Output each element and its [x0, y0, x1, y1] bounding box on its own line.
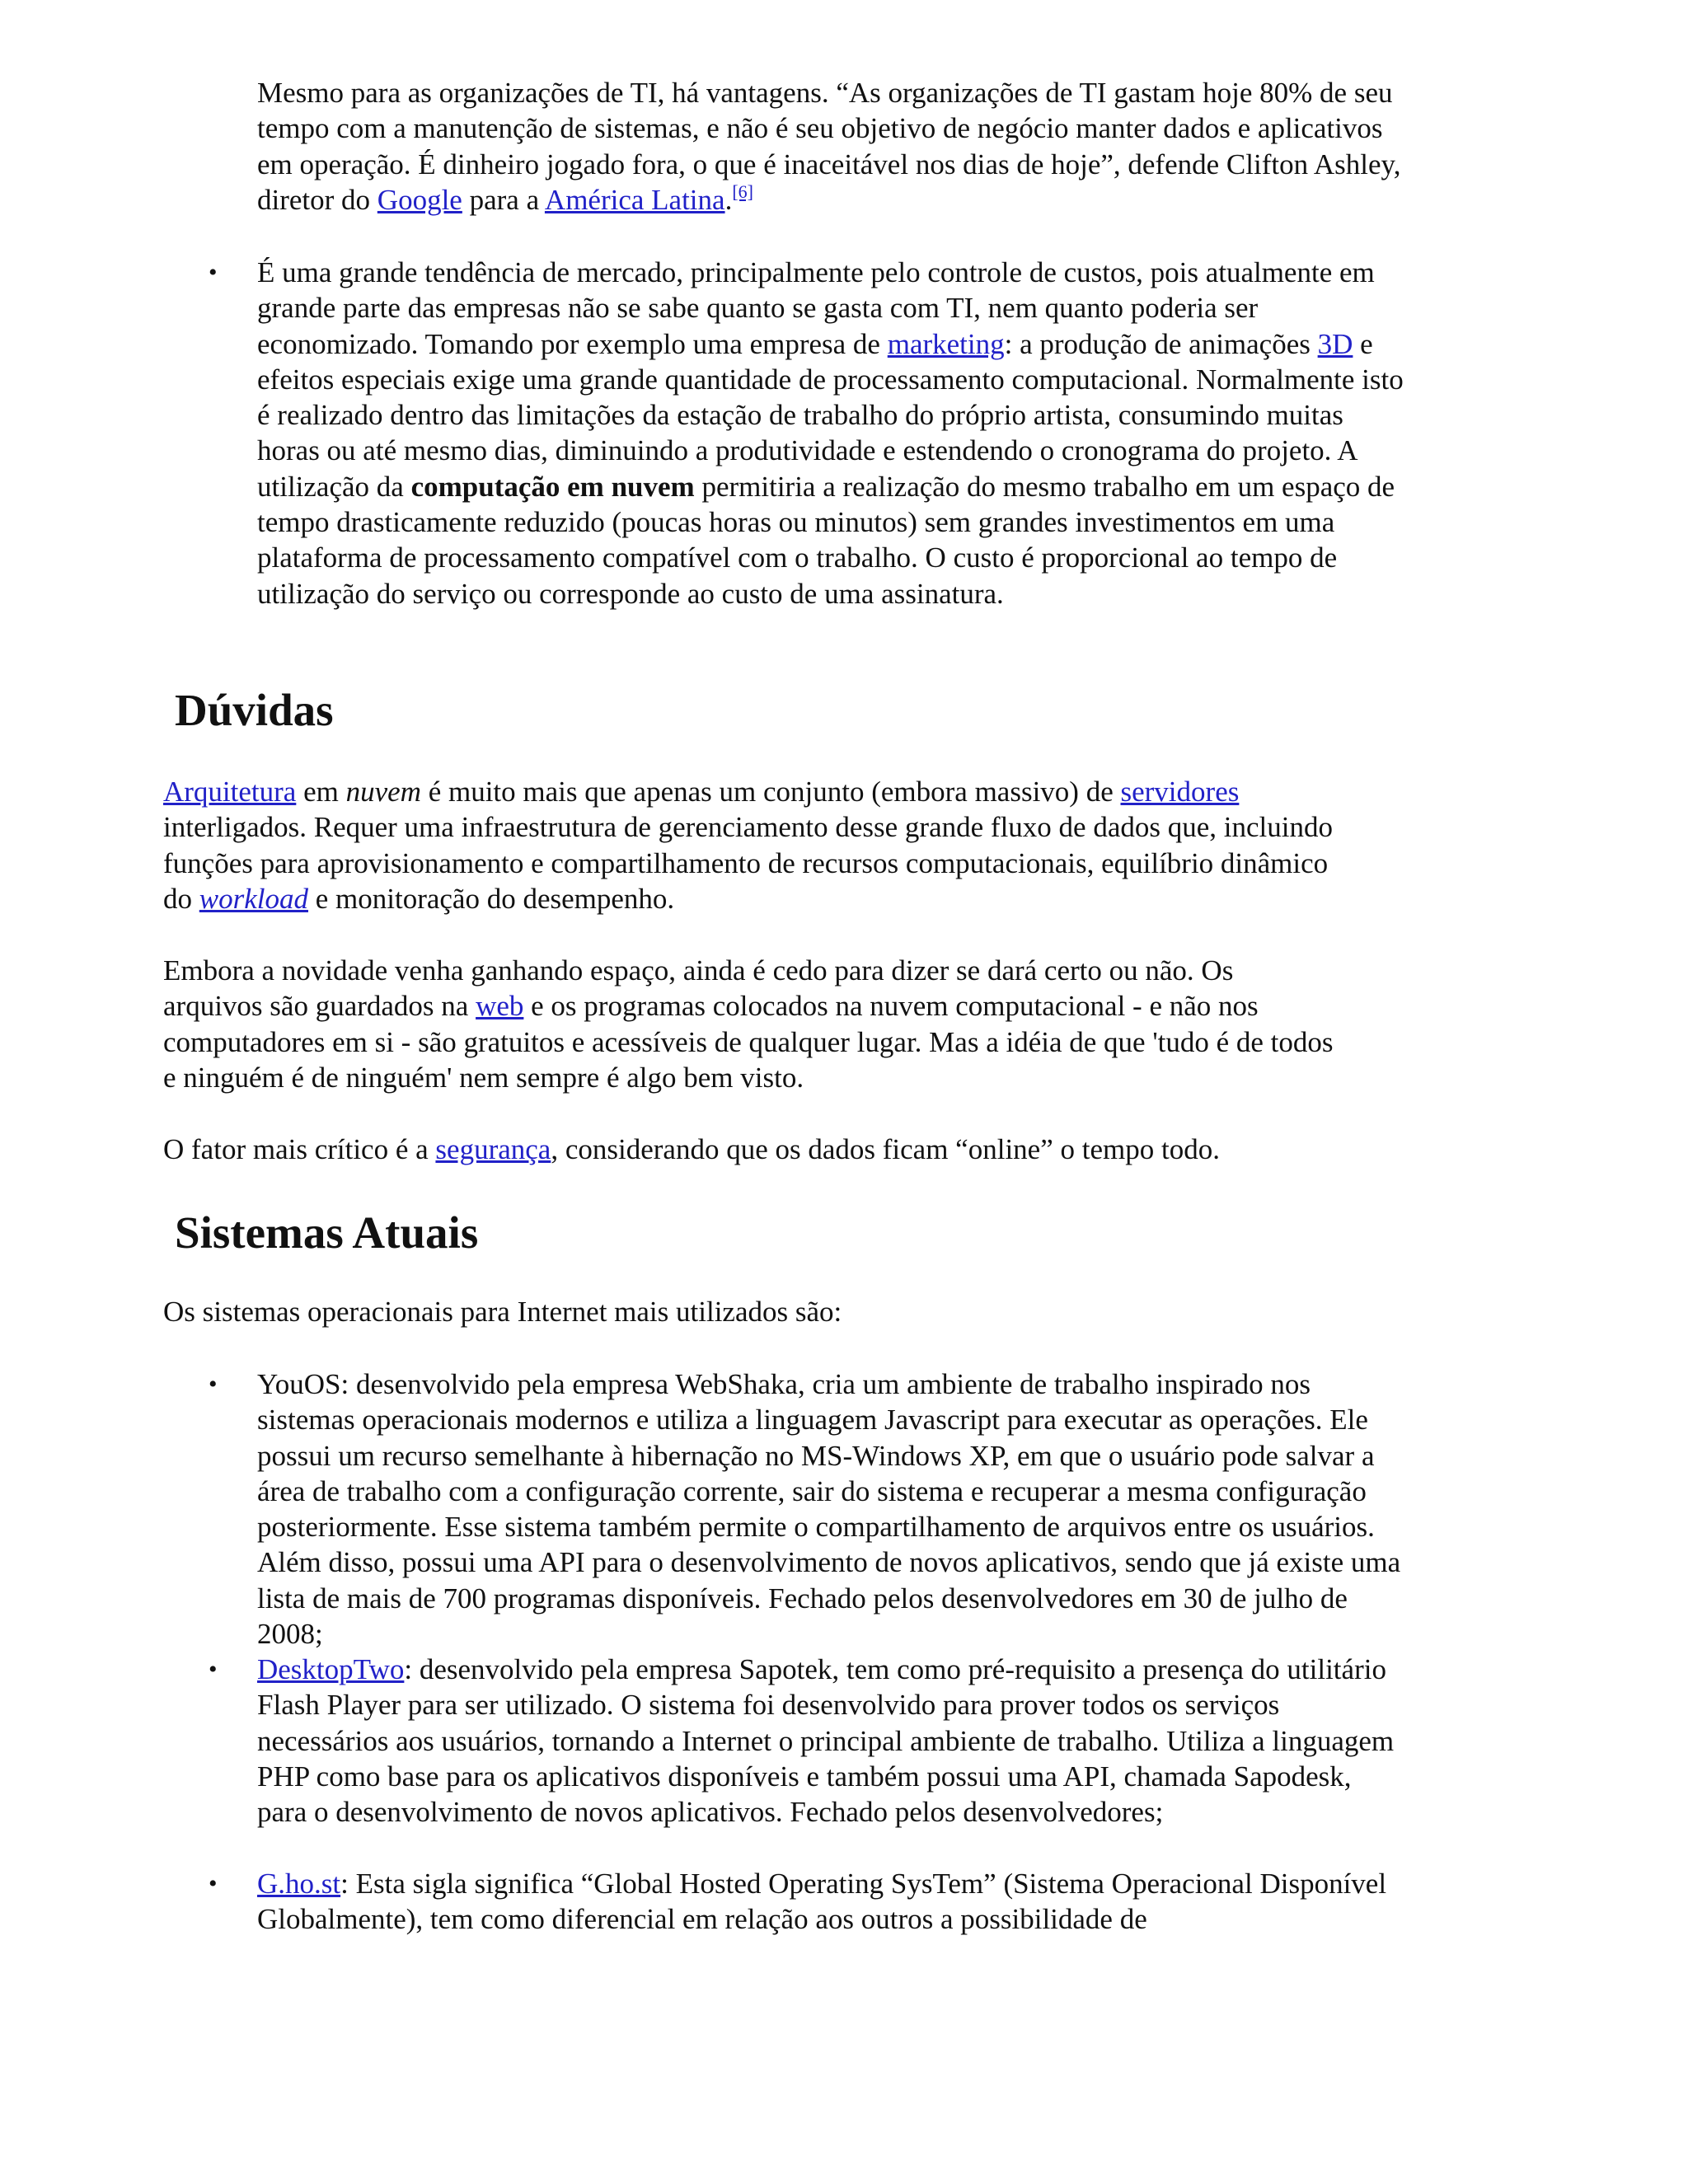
- link-desktoptwo[interactable]: DesktopTwo: [257, 1653, 405, 1685]
- bullet-marker: •: [209, 1870, 218, 1897]
- paragraph-text: e monitoração do desempenho.: [307, 882, 675, 915]
- paragraph-text: e os programas colocados na nuvem computacional - e não nos computadores em si - são gratuitos e acessíveis de qualquer lugar. Mas a idéia de que 'tudo é de todos e ninguém é de ninguém' nem sempre é algo bem visto.: [163, 990, 1334, 1094]
- list-item-youos: YouOS: desenvolvido pela empresa WebShaka, cria um ambiente de trabalho inspirado nos sistemas operacionais modernos e utiliza a linguagem Javascript para executar as operações. Ele possui um recurso semelhante à hibernação no MS-Windows XP, em que o usuário pode salvar a área de trabalho com a configuração corrente, sair do sistema e recuperar a mesma configuração posteriormente. Esse sistema também permite o compartilhamento de arquivos entre os usuários. Além disso, possui uma API para o desenvolvimento de novos aplicativos, sendo que já existe uma lista de mais de 700 programas disponíveis. Fechado pelos desenvolvedores em 30 de julho de 2008;: [257, 1368, 1401, 1651]
- paragraph-text: O fator mais crítico é a: [163, 1133, 436, 1165]
- list-item-desktoptwo: [257, 1652, 1407, 1830]
- link-workload[interactable]: workload: [199, 882, 308, 915]
- paragraph-novidade: [163, 953, 1334, 1095]
- list-item-text: : Esta sigla significa “Global Hosted Operating SysTem” (Sistema Operacional Disponível Globalmente), tem como diferencial em relação aos outros a possibilidade de: [257, 1868, 1387, 1936]
- section-heading-duvidas: Dúvidas: [175, 685, 334, 735]
- bullet-marker: •: [209, 1371, 218, 1398]
- link-web[interactable]: web: [476, 990, 524, 1023]
- paragraph-text: para a: [462, 183, 545, 216]
- bullet-marker: •: [209, 259, 218, 286]
- paragraph-arquitetura: [163, 774, 1334, 916]
- paragraph-text: .: [724, 183, 733, 216]
- link-google[interactable]: Google: [377, 183, 462, 216]
- list-item-text: e efeitos especiais exige uma grande quantidade de processamento computacional. Normalmente isto é realizado dentro das limitações da estação de trabalho do próprio artista, consumindo muitas horas ou até mesmo dias, diminuindo a produtividade e estendendo o cronograma do projeto. A utilização da: [257, 327, 1404, 503]
- link-arquitetura[interactable]: Arquitetura: [163, 776, 297, 808]
- link-servidores[interactable]: servidores: [1120, 776, 1240, 808]
- paragraph-sistemas-intro: Os sistemas operacionais para Internet mais utilizados são:: [163, 1296, 842, 1328]
- bullet-marker: •: [209, 1656, 218, 1683]
- list-item-text: : a produção de animações: [1004, 327, 1318, 360]
- link-ghost[interactable]: G.ho.st: [257, 1868, 341, 1900]
- paragraph-seguranca: [163, 1132, 1334, 1167]
- link-america-latina[interactable]: América Latina: [544, 183, 725, 216]
- bold-term-computacao-em-nuvem: computação em nuvem: [410, 470, 695, 503]
- reference-link-6[interactable]: [6]: [732, 180, 753, 202]
- paragraph-text: Mesmo para as organizações de TI, há vantagens. “As organizações de TI gastam hoje 80% de seu tempo com a manutenção de sistemas, e não é seu objetivo de negócio manter dados e aplicativos em operação. É dinheiro jogado fora, o que é inaceitável nos dias de hoje”, defende Clifton Ashley, diretor do: [257, 77, 1401, 216]
- paragraph-organizacoes-ti: [257, 75, 1407, 218]
- section-heading-sistemas-atuais: Sistemas Atuais: [175, 1207, 479, 1258]
- link-seguranca[interactable]: segurança: [435, 1133, 551, 1165]
- list-item-text: É uma grande tendência de mercado, principalmente pelo controle de custos, pois atualmente em grande parte das empresas não se sabe quanto se gasta com TI, nem quanto poderia ser economizado. Tomando por exemplo uma empresa de: [257, 256, 1375, 360]
- list-item-ghost: [257, 1866, 1407, 1938]
- link-marketing[interactable]: marketing: [887, 327, 1005, 360]
- list-item-text: : desenvolvido pela empresa Sapotek, tem como pré-requisito a presença do utilitário Flash Player para ser utilizado. O sistema foi desenvolvido para prover todos os serviços necessários aos usuários, tornando a Internet o principal ambiente de trabalho. Utiliza a linguagem PHP como base para os aplicativos disponíveis e também possui uma API, chamada Sapodesk, para o desenvolvimento de novos aplicativos. Fechado pelos desenvolvedores;: [257, 1653, 1395, 1829]
- paragraph-text: interligados. Requer uma infraestrutura de gerenciamento desse grande fluxo de dados que, incluindo funções para aprovisionamento e compartilhamento de recursos computacionais, equilíbrio dinâmico do: [163, 811, 1333, 915]
- paragraph-text: em: [296, 776, 346, 808]
- list-item-text: permitiria a realização do mesmo trabalho em um espaço de tempo drasticamente reduzido (poucas horas ou minutos) sem grandes investimentos em uma plataforma de processamento compatível com o trabalho. O custo é proporcional ao tempo de utilização do serviço ou corresponde ao custo de uma assinatura.: [257, 470, 1395, 610]
- italic-term-nuvem: nuvem: [345, 776, 421, 808]
- link-3d[interactable]: 3D: [1317, 327, 1353, 360]
- paragraph-text: , considerando que os dados ficam “online” o tempo todo.: [551, 1133, 1220, 1165]
- list-item-tendencia-mercado: [257, 255, 1407, 612]
- paragraph-text: Embora a novidade venha ganhando espaço, ainda é cedo para dizer se dará certo ou não. Os arquivos são guardados na: [163, 954, 1234, 1023]
- paragraph-text: é muito mais que apenas um conjunto (embora massivo) de: [420, 776, 1121, 808]
